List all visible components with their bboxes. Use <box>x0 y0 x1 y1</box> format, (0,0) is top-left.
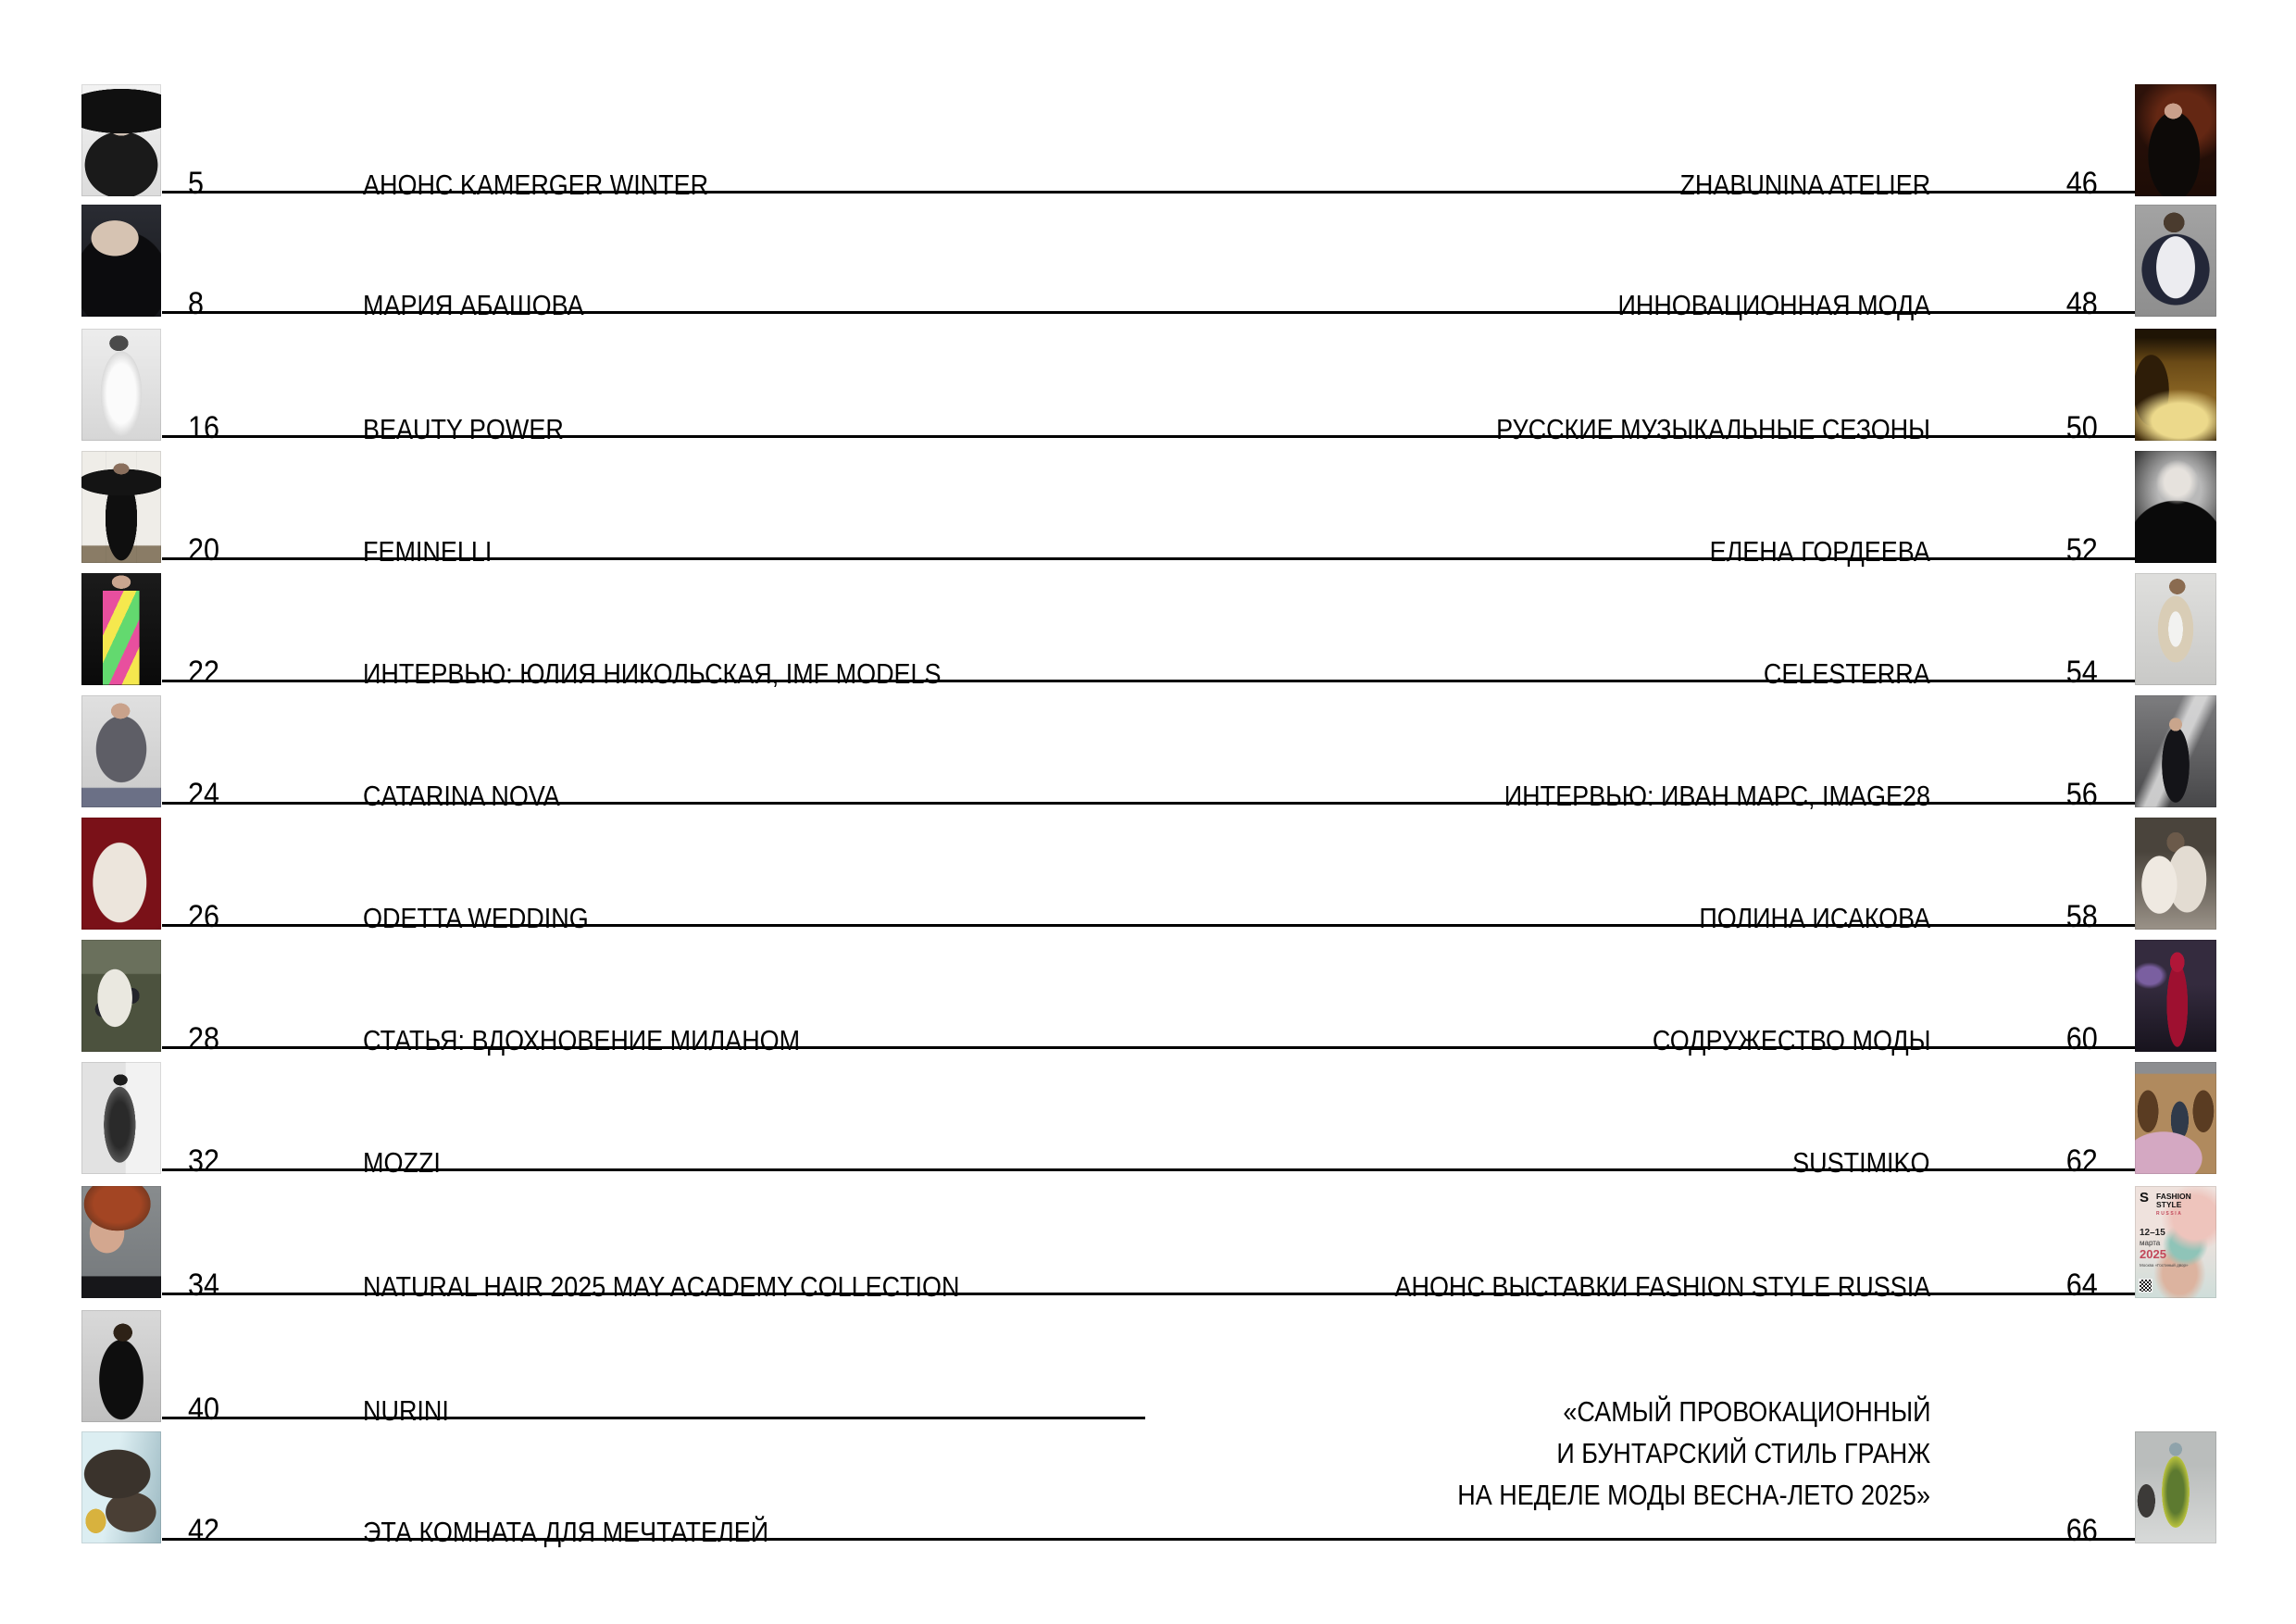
entry-title: SUSTIMIKO <box>1792 1146 1930 1179</box>
poster-year: 2025 <box>2140 1247 2166 1261</box>
thumbnail-colorful-runway-dress <box>81 573 161 685</box>
thumbnail-pink-tulle-facade <box>2135 1062 2216 1174</box>
thumbnail-red-gown-runway <box>2135 940 2216 1052</box>
pull-quote-line: И БУНТАРСКИЙ СТИЛЬ ГРАНЖ <box>1556 1437 1930 1469</box>
page-number: 56 <box>2065 777 2098 812</box>
page-number: 28 <box>188 1021 220 1056</box>
page-number: 16 <box>188 410 220 445</box>
entry-title: MOZZI <box>363 1146 441 1179</box>
page-number: 26 <box>188 899 220 934</box>
entry-title: СОДРУЖЕСТВО МОДЫ <box>1652 1024 1930 1056</box>
entry-title: NATURAL HAIR 2025 MAY ACADEMY COLLECTION <box>363 1270 960 1303</box>
page-number: 62 <box>2065 1143 2098 1179</box>
poster-brand: FASHION STYLE <box>2156 1192 2191 1209</box>
thumbnail-grunge-runway-look <box>2135 1431 2216 1543</box>
page-number: 58 <box>2065 899 2098 934</box>
page-number: 5 <box>188 166 205 201</box>
entry-title: ZHABUNINA ATELIER <box>1679 169 1930 201</box>
entry-title: BEAUTY POWER <box>363 413 564 445</box>
page-number: 54 <box>2065 655 2098 690</box>
page-number: 60 <box>2065 1021 2098 1056</box>
thumbnail-woman-white-dress <box>81 329 161 441</box>
thumbnail-fashion-style-russia-poster <box>2135 1186 2216 1298</box>
thumbnail-dreamers-room-sideways <box>81 1431 161 1543</box>
entry-title: СТАТЬЯ: ВДОХНОВЕНИЕ МИЛАНОМ <box>363 1024 801 1056</box>
entry-title: АНОНС ВЫСТАВКИ FASHION STYLE RUSSIA <box>1394 1270 1930 1303</box>
thumbnail-candlelit-interior <box>2135 329 2216 441</box>
thumbnail-bride-veil-red <box>81 818 161 930</box>
poster-venue: Москва «Гостиный двор» <box>2140 1263 2189 1268</box>
entry-title: ИННОВАЦИОННАЯ МОДА <box>1617 289 1930 321</box>
page-number: 42 <box>188 1513 220 1548</box>
poster-qr-code <box>2140 1280 2152 1292</box>
page-number: 64 <box>2065 1268 2098 1303</box>
entry-title: FEMINELLI <box>363 535 493 568</box>
page-number: 32 <box>188 1143 220 1179</box>
entry-title: МАРИЯ АБАШОВА <box>363 289 584 321</box>
thumbnail-bw-checkered-coat <box>81 1062 161 1174</box>
entry-title: NURINI <box>363 1394 449 1427</box>
thumbnail-red-hair-profile <box>81 1186 161 1298</box>
entry-title: ИНТЕРВЬЮ: ЮЛИЯ НИКОЛЬСКАЯ, IMF MODELS <box>363 657 942 690</box>
page-number: 40 <box>188 1392 220 1427</box>
page-number: 46 <box>2065 166 2098 201</box>
page-number: 24 <box>188 777 220 812</box>
page-number: 52 <box>2065 532 2098 568</box>
page-number: 50 <box>2065 410 2098 445</box>
thumbnail-singer-black <box>81 205 161 317</box>
pull-quote-line: НА НЕДЕЛЕ МОДЫ ВЕСНА-ЛЕТО 2025» <box>1457 1479 1930 1511</box>
thumbnail-man-spotlight-suit <box>2135 695 2216 807</box>
page-number: 22 <box>188 655 220 690</box>
thumbnail-bw-blonde-portrait <box>2135 451 2216 563</box>
entry-title: ODETTA WEDDING <box>363 902 589 934</box>
thumbnail-white-suit-grass <box>81 940 161 1052</box>
entry-title: АНОНС KAMERGER WINTER <box>363 169 709 201</box>
thumbnail-woman-black-hat <box>81 84 161 196</box>
entry-title: ИНТЕРВЬЮ: ИВАН МАРС, IMAGE28 <box>1504 780 1930 812</box>
thumbnail-silver-top-model <box>81 695 161 807</box>
page-number: 48 <box>2065 286 2098 321</box>
entry-title: ЭТА КОМНАТА ДЛЯ МЕЧТАТЕЛЕЙ <box>363 1516 769 1548</box>
leader-line <box>162 1417 1145 1419</box>
poster-month: марта <box>2140 1239 2161 1247</box>
entry-title: ПОЛИНА ИСАКОВА <box>1699 902 1930 934</box>
pull-quote <box>1387 1391 1930 1516</box>
thumbnail-fashion-show-audience <box>2135 818 2216 930</box>
poster-region: RUSSIA <box>2156 1211 2183 1217</box>
thumbnail-black-fur-coat <box>81 1310 161 1422</box>
poster-dates: 12–15 <box>2140 1228 2165 1238</box>
entry-title: РУССКИЕ МУЗЫКАЛЬНЫЕ СЕЗОНЫ <box>1496 413 1930 445</box>
page-number: 8 <box>188 286 205 321</box>
page-number: 34 <box>188 1268 220 1303</box>
poster-logo: S <box>2140 1190 2150 1206</box>
thumbnail-dancer-dark-red <box>2135 84 2216 196</box>
page-number: 66 <box>2065 1513 2098 1548</box>
pull-quote-line: «САМЫЙ ПРОВОКАЦИОННЫЙ <box>1562 1395 1930 1428</box>
thumbnail-man-white-vest <box>2135 205 2216 317</box>
thumbnail-beige-blazer-model <box>2135 573 2216 685</box>
entry-title: CATARINA NOVA <box>363 780 560 812</box>
entry-title: CELESTERRA <box>1764 657 1930 690</box>
page-number: 20 <box>188 532 220 568</box>
entry-title: ЕЛЕНА ГОРДЕЕВА <box>1709 535 1930 568</box>
thumbnail-black-gown-doors <box>81 451 161 563</box>
